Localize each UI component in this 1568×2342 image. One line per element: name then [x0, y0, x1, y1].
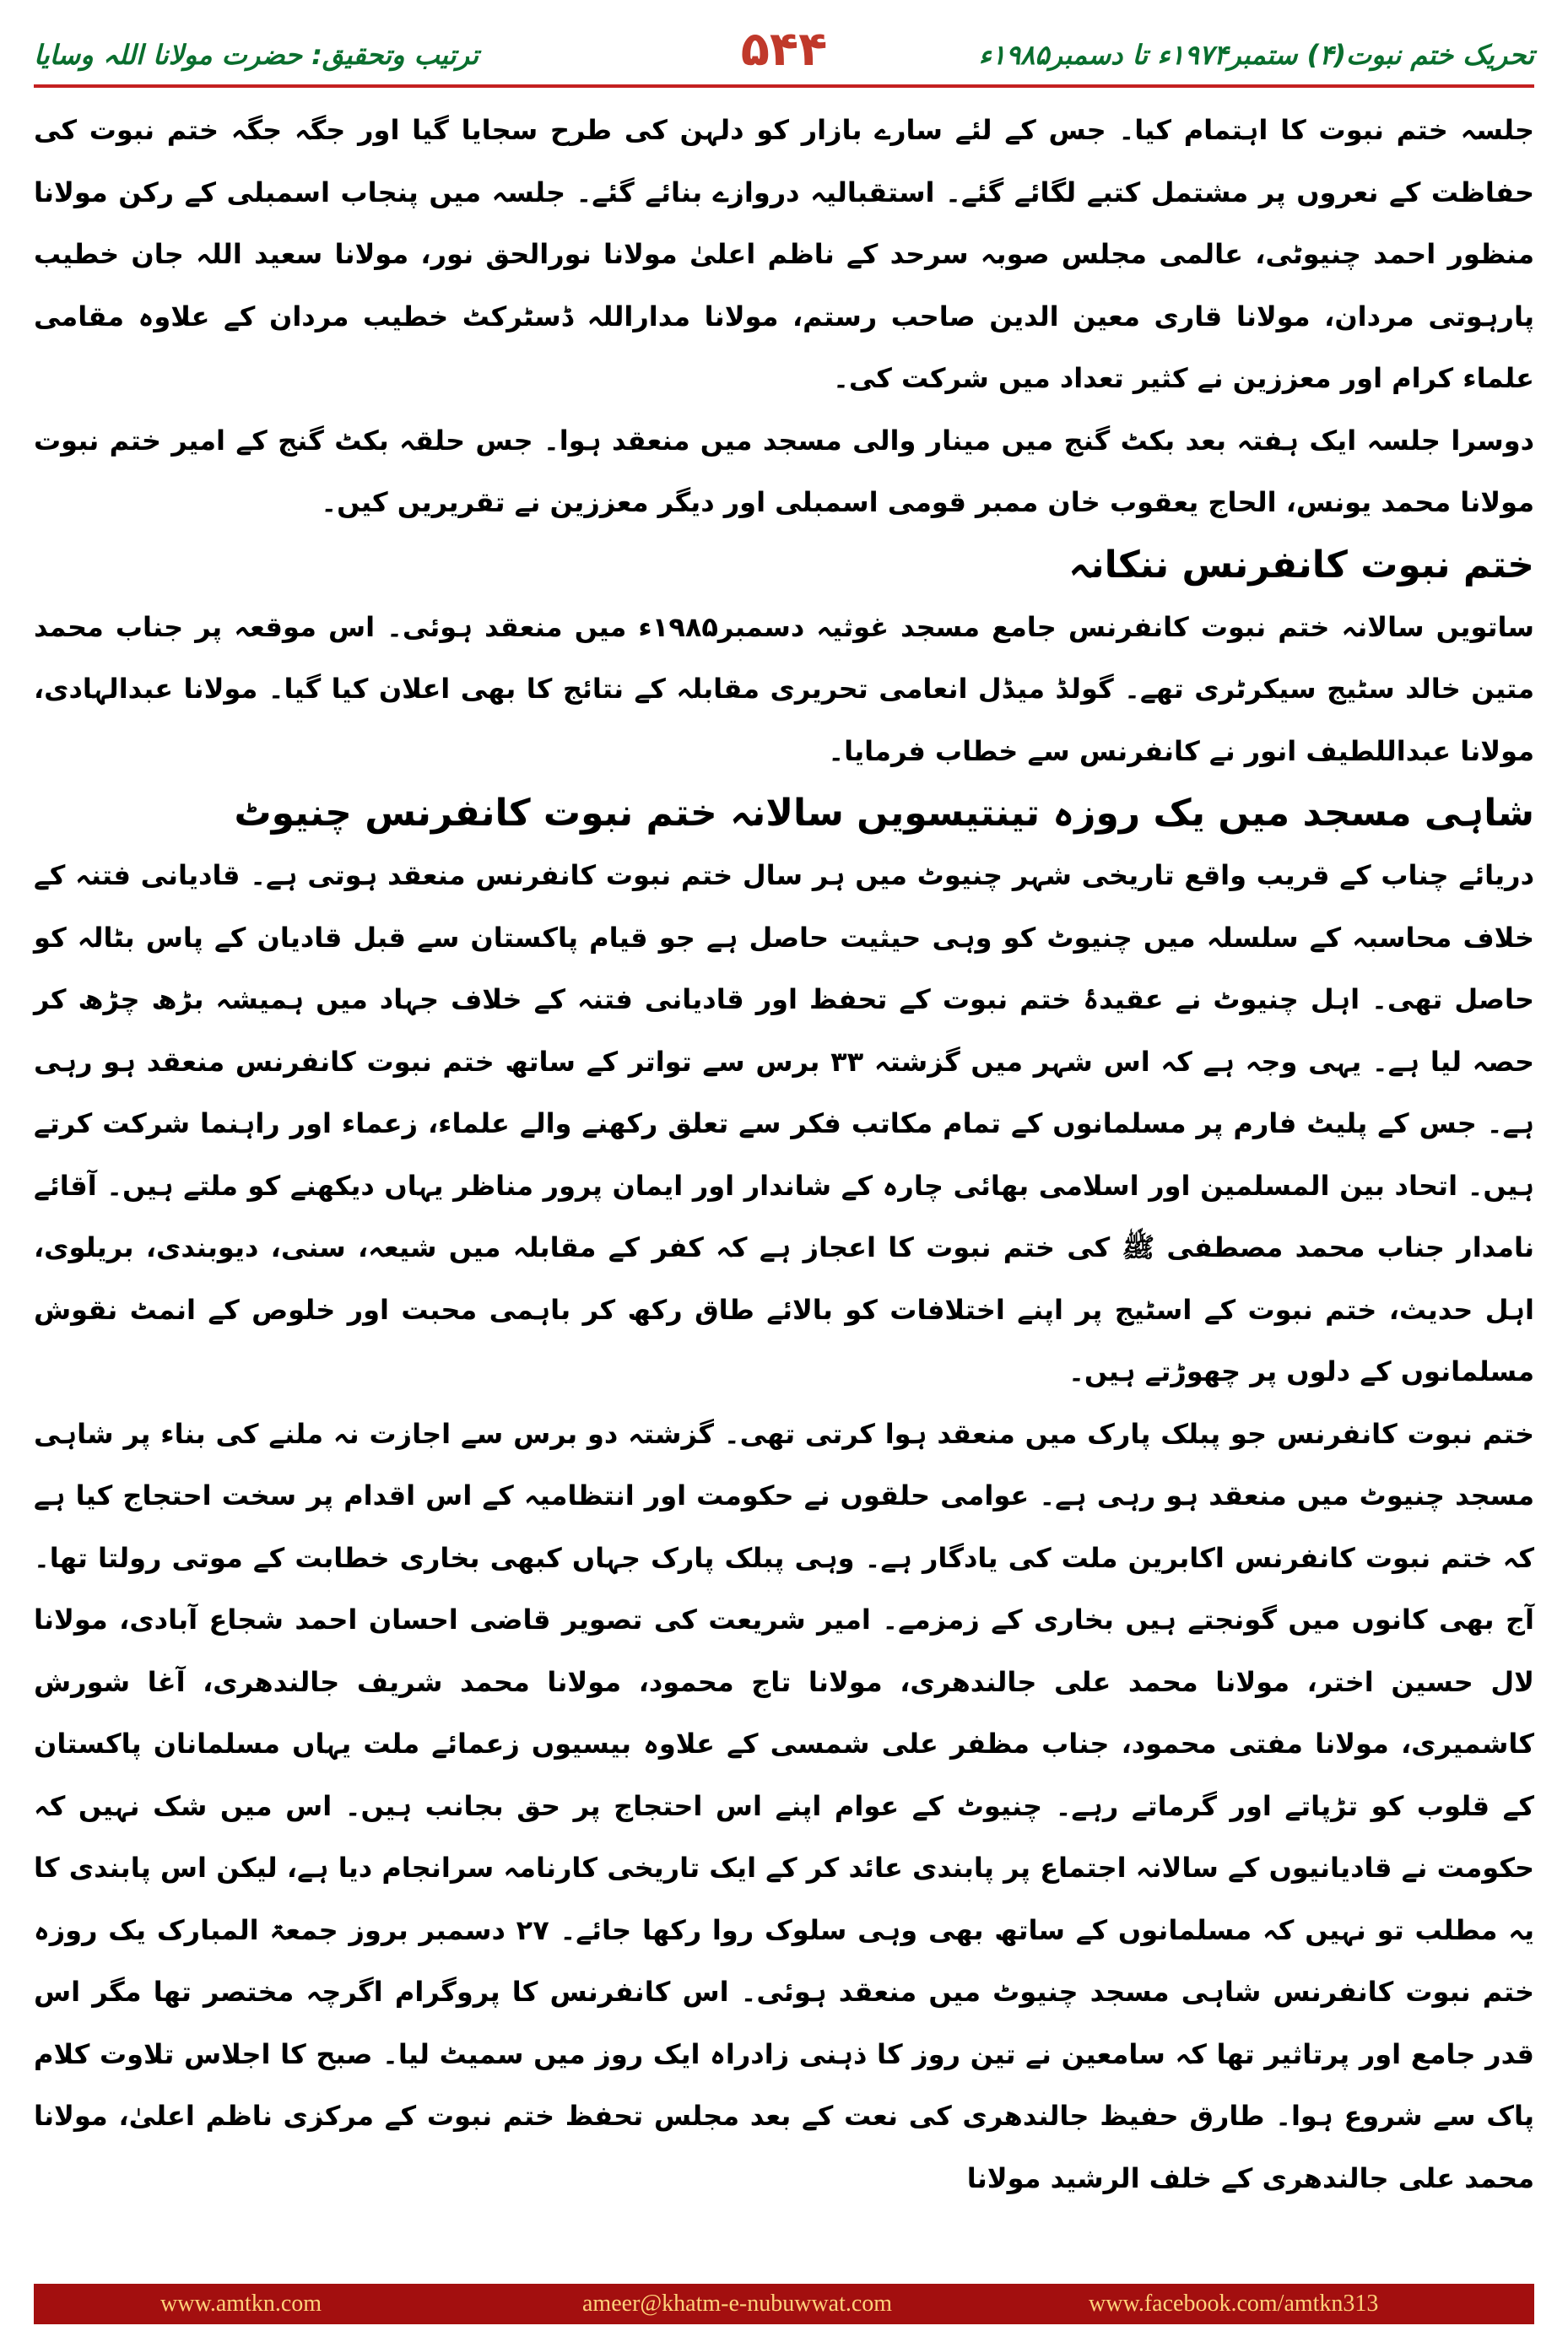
paragraph: ختم نبوت کانفرنس جو پبلک پارک میں منعقد ہوا کرتی تھی۔ گزشتہ دو برس سے اجازت نہ ملنے کی بناء پر شاہی مسجد چنیوٹ میں منعقد ہو رہی ہے۔ عوامی حلقوں نے حکومت اور انتظامیہ کے اس اقدام پر سخت احتجاج کیا ہے کہ ختم نبوت کانفرنس اکابرین ملت کی یادگار ہے۔ وہی پبلک پارک جہاں کبھی بخاری خطابت کے موتی رولتا تھا۔ آج بھی کانوں میں گونجتے ہیں بخاری کے زمزمے۔ امیر شریعت کی تصویر قاضی احسان احمد شجاع آبادی، مولانا لال حسین اختر، مولانا محمد علی جالندھری، مولانا تاج محمود، مولانا محمد شریف جالندھری، آغا شورش کاشمیری، مولانا مفتی محمود، جناب مظفر علی شمسی کے علاوہ بیسیوں زعمائے ملت یہاں مسلمانان پاکستان کے قلوب کو تڑپاتے اور گرماتے رہے۔ چنیوٹ کے عوام اپنے اس احتجاج پر حق بجانب ہیں۔ اس میں شک نہیں کہ حکومت نے قادیانیوں کے سالانہ اجتماع پر پابندی عائد کر کے ایک تاریخی کارنامہ سرانجام دیا ہے، لیکن اس پابندی کا یہ مطلب تو نہیں کہ مسلمانوں کے ساتھ بھی وہی سلوک روا رکھا جائے۔ ۲۷ دسمبر بروز جمعۃ المبارک یک روزہ ختم نبوت کانفرنس شاہی مسجد چنیوٹ میں منعقد ہوئی۔ اس کانفرنس کا پروگرام اگرچہ مختصر تھا مگر اس قدر جامع اور پرتاثیر تھا کہ سامعین نے تین روز کا ذہنی زادراہ ایک روز میں سمیٹ لیا۔ صبح کا اجلاس تلاوت کلام پاک سے شروع ہوا۔ طارق حفیظ جالندھری کی نعت کے بعد مجلس تحفظ ختم نبوت کے مرکزی ناظم اعلیٰ، مولانا محمد علی جالندھری کے خلف الرشید مولانا	[34, 1417, 1535, 2194]
paragraph: جلسہ ختم نبوت کا اہتمام کیا۔ جس کے لئے سارے بازار کو دلہن کی طرح سجایا گیا اور جگہ جگہ ختم نبوت کی حفاظت کے نعروں پر مشتمل کتبے لگائے گئے۔ استقبالیہ دروازے بنائے گئے۔ جلسہ میں پنجاب اسمبلی کے رکن مولانا منظور احمد چنیوٹی، عالمی مجلس صوبہ سرحد کے ناظم اعلیٰ مولانا نورالحق نور، مولانا سعید اللہ جان خطیب پارہوتی مردان، مولانا قاری معین الدین صاحب رستم، مولانا مداراللہ ڈسٹرکٹ خطیب مردان کے علاوہ مقامی علماء کرام اور معززین نے کثیر تعداد میں شرکت کی۔	[34, 114, 1535, 394]
paragraph: دریائے چناب کے قریب واقع تاریخی شہر چنیوٹ میں ہر سال ختم نبوت کانفرنس منعقد ہوتی ہے۔ قادیانی فتنہ کے خلاف محاسبہ کے سلسلہ میں چنیوٹ کو وہی حیثیت حاصل ہے جو قیام پاکستان سے قبل قادیان کے پاس بٹالہ کو حاصل تھی۔ اہل چنیوٹ نے عقیدۂ ختم نبوت کے تحفظ اور قادیانی فتنہ کے خلاف جہاد میں ہمیشہ بڑھ چڑھ کر حصہ لیا ہے۔ یہی وجہ ہے کہ اس شہر میں گزشتہ ۳۳ برس سے تواتر کے ساتھ ختم نبوت کانفرنس منعقد ہو رہی ہے۔ جس کے پلیٹ فارم پر مسلمانوں کے تمام مکاتب فکر سے تعلق رکھنے والے علماء، زعماء اور راہنما شرکت کرتے ہیں۔ اتحاد بین المسلمین اور اسلامی بھائی چارہ کے شاندار اور ایمان پرور مناظر یہاں دیکھنے کو ملتے ہیں۔ آقائے نامدار جناب محمد مصطفی ﷺ کی ختم نبوت کا اعجاز ہے کہ کفر کے مقابلہ میں شیعہ، سنی، دیوبندی، بریلوی، اہل حدیث، ختم نبوت کے اسٹیج پر اپنے اختلافات کو بالائے طاق رکھ کر باہمی محبت اور خلوص کے انمٹ نقوش مسلمانوں کے دلوں پر چھوڑتے ہیں۔	[34, 859, 1535, 1387]
header-compiler: ترتیب وتحقیق: حضرت مولانا اللہ وسایا	[34, 39, 479, 71]
paragraph: ساتویں سالانہ ختم نبوت کانفرنس جامع مسجد غوثیہ دسمبر۱۹۸۵ء میں منعقد ہوئی۔ اس موقعہ پر جناب محمد متین خالد سٹیج سیکرٹری تھے۔ گولڈ میڈل انعامی تحریری مقابلہ کے نتائج کا بھی اعلان کیا گیا۔ مولانا عبدالہادی، مولانا عبداللطیف انور نے کانفرنس سے خطاب فرمایا۔	[34, 610, 1535, 767]
section-heading: ختم نبوت کانفرنس ننکانہ	[1068, 543, 1534, 587]
page-footer	[34, 2284, 1534, 2324]
page-header	[34, 22, 1534, 81]
header-rule	[34, 84, 1534, 88]
paragraph: دوسرا جلسہ ایک ہفتہ بعد بکٹ گنج میں مینار والی مسجد میں منعقد ہوا۔ جس حلقہ بکٹ گنج کے امیر ختم نبوت مولانا محمد یونس، الحاج یعقوب خان ممبر قومی اسمبلی اور دیگر معززین نے تقریریں کیں۔	[34, 424, 1534, 518]
section-heading: شاہی مسجد میں یک روزہ تینتیسویں سالانہ ختم نبوت کانفرنس چنیوٹ	[234, 792, 1534, 835]
footer-email-link[interactable]: ameer@khatm-e-nubuwwat.com	[582, 2291, 893, 2317]
page-body	[34, 100, 1534, 2209]
footer-facebook-link[interactable]: www.facebook.com/amtkn313	[1089, 2291, 1379, 2317]
footer-website-link[interactable]: www.amtkn.com	[160, 2291, 322, 2317]
header-book-title: تحریک ختم نبوت(۴) ستمبر۱۹۷۴ء تا دسمبر۱۹۸۵ء	[978, 39, 1534, 71]
page-number: ۵۴۴	[740, 22, 828, 77]
